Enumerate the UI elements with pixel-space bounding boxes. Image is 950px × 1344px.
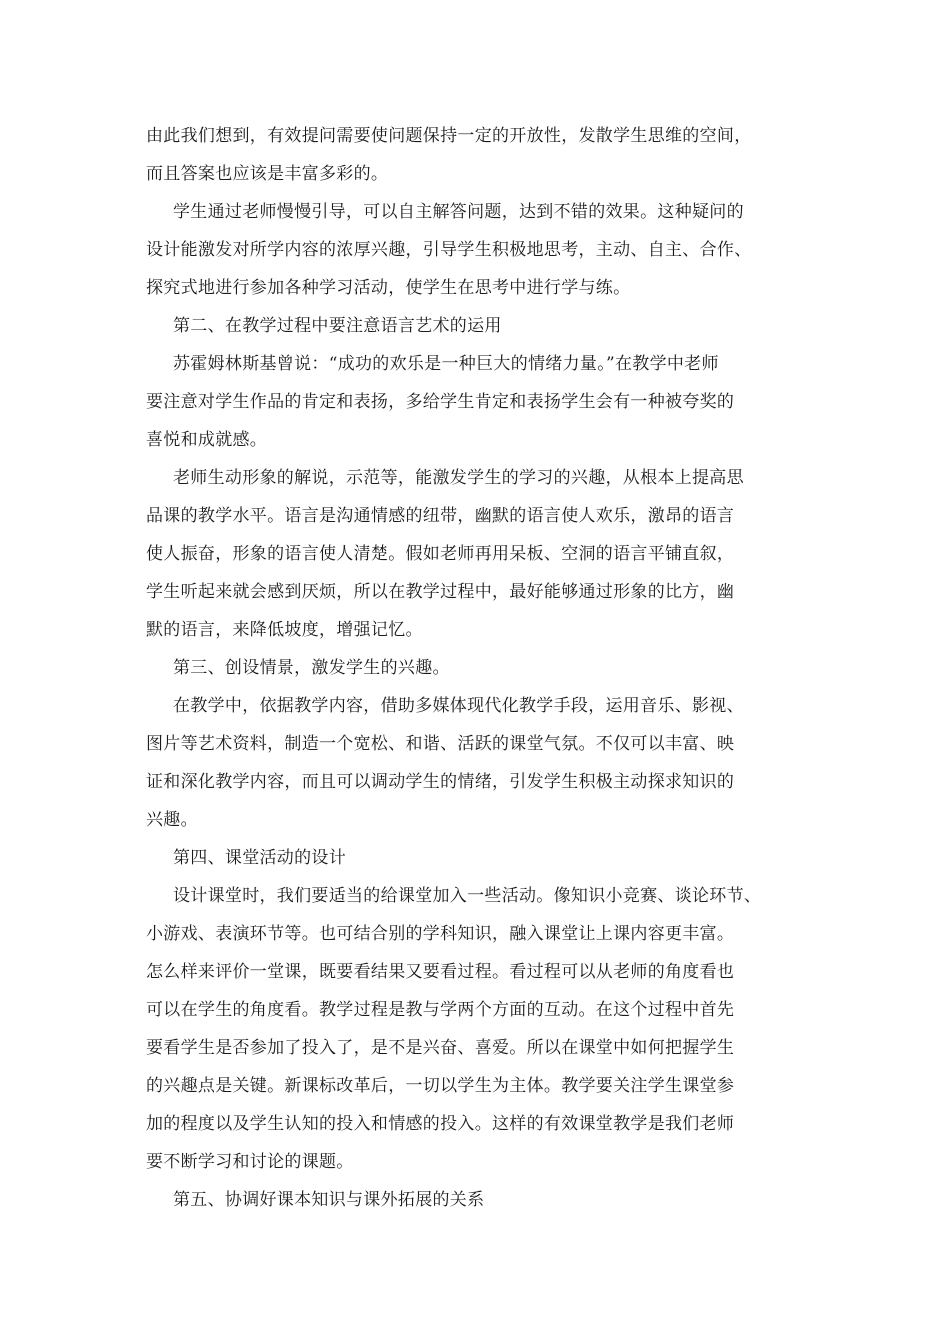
section-heading: 第四、课堂活动的设计 [173, 848, 346, 868]
text-line: 要注意对学生作品的肯定和表扬，多给学生肯定和表扬学生会有一种被夸奖的 [146, 392, 735, 412]
text-line: 的兴趣点是关键。新课标改革后，一切以学生为主体。教学要关注学生课堂参 [146, 1076, 735, 1096]
text-line: 学生听起来就会感到厌烦，所以在教学过程中，最好能够通过形象的比方，幽 [146, 582, 735, 602]
text-line: 使人振奋，形象的语言使人清楚。假如老师再用呆板、空洞的语言平铺直叙， [146, 544, 735, 564]
text-line: 老师生动形象的解说，示范等，能激发学生的学习的兴趣，从根本上提高思 [173, 468, 744, 488]
section-heading: 第二、在教学过程中要注意语言艺术的运用 [173, 316, 502, 336]
text-line: 怎么样来评价一堂课，既要看结果又要看过程。看过程可以从老师的角度看也 [146, 962, 735, 982]
text-line: 在教学中，依据教学内容，借助多媒体现代化教学手段，运用音乐、影视、 [173, 696, 744, 716]
text-line: 证和深化教学内容，而且可以调动学生的情绪，引发学生积极主动探求知识的 [146, 772, 735, 792]
text-line: 苏霍姆林斯基曾说：“成功的欢乐是一种巨大的情绪力量。”在教学中老师 [173, 354, 719, 374]
section-heading: 第五、协调好课本知识与课外拓展的关系 [173, 1190, 485, 1210]
text-line: 小游戏、表演环节等。也可结合别的学科知识，融入课堂让上课内容更丰富。 [146, 924, 735, 944]
text-line: 兴趣。 [146, 810, 198, 830]
text-line: 设计课堂时，我们要适当的给课堂加入一些活动。像知识小竞赛、谈论环节、 [173, 886, 762, 906]
text-line: 由此我们想到，有效提问需要使问题保持一定的开放性，发散学生思维的空间， [146, 126, 752, 146]
text-line: 设计能激发对所学内容的浓厚兴趣，引导学生积极地思考，主动、自主、合作、 [146, 240, 752, 260]
text-line: 加的程度以及学生认知的投入和情感的投入。这样的有效课堂教学是我们老师 [146, 1114, 735, 1134]
text-line: 而且答案也应该是丰富多彩的。 [146, 164, 389, 184]
text-line: 默的语言，来降低坡度，增强记忆。 [146, 620, 423, 640]
text-line: 探究式地进行参加各种学习活动，使学生在思考中进行学与练。 [146, 278, 631, 298]
text-line: 图片等艺术资料，制造一个宽松、和谐、活跃的课堂气氛。不仅可以丰富、映 [146, 734, 735, 754]
section-heading: 第三、创设情景，激发学生的兴趣。 [173, 658, 450, 678]
text-line: 学生通过老师慢慢引导，可以自主解答问题，达到不错的效果。这种疑问的 [173, 202, 744, 222]
text-line: 喜悦和成就感。 [146, 430, 268, 450]
text-line: 要看学生是否参加了投入了，是不是兴奋、喜爱。所以在课堂中如何把握学生 [146, 1038, 735, 1058]
text-line: 要不断学习和讨论的课题。 [146, 1152, 354, 1172]
text-line: 可以在学生的角度看。教学过程是教与学两个方面的互动。在这个过程中首先 [146, 1000, 735, 1020]
text-line: 品课的教学水平。语言是沟通情感的纽带，幽默的语言使人欢乐，激昂的语言 [146, 506, 735, 526]
